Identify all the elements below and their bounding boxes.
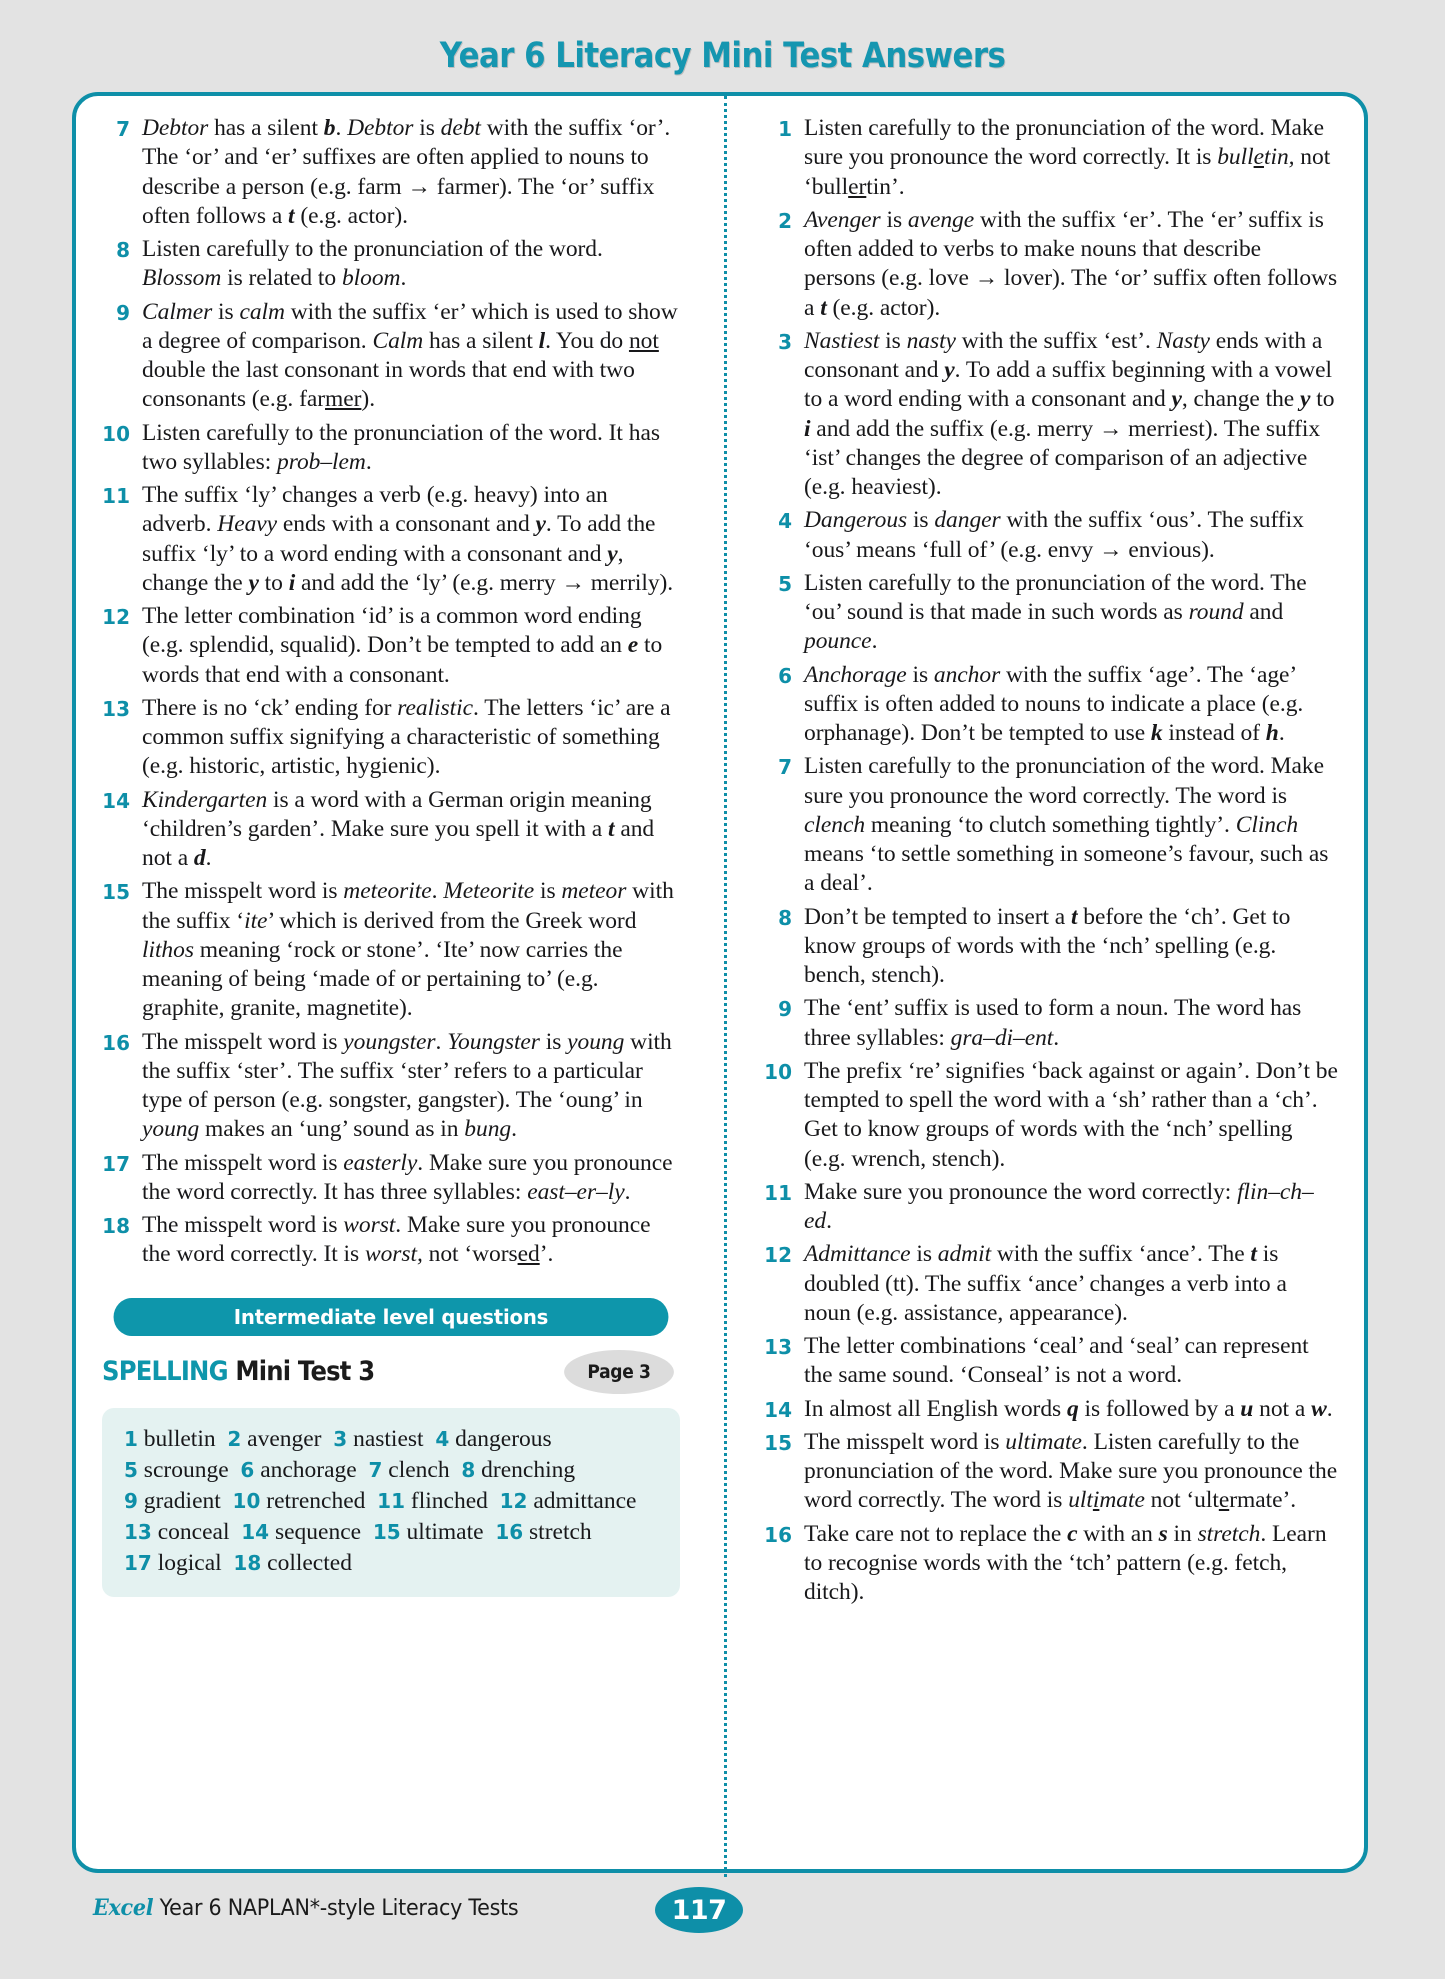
- answer-text: Take care not to replace the c with an s in stretch. Learn to recognise words with the ‘tch’ pattern (e.g. fetch, ditch).: [804, 1520, 1327, 1605]
- answer-number: 17: [102, 1151, 130, 1176]
- word-number: 18: [233, 1550, 262, 1575]
- answer-number: 12: [764, 1243, 792, 1268]
- answer-text: There is no ‘ck’ ending for realistic. The letters ‘ic’ are a common suffix signifying a characteristic of something (e.g. historic, artistic, hygienic).: [142, 694, 671, 780]
- answer-item: [764, 661, 1338, 749]
- word-text: conceal: [151, 1518, 242, 1545]
- answer-number: 6: [778, 663, 792, 688]
- word-number: 16: [495, 1519, 524, 1544]
- word-text: flinched: [405, 1487, 500, 1514]
- answer-number: 2: [778, 208, 792, 233]
- answer-text: Listen carefully to the pronunciation of the word. It has two syllables: prob–lem.: [142, 419, 660, 475]
- answer-item: [764, 1520, 1338, 1608]
- word-number: 3: [333, 1426, 348, 1451]
- word-text: drenching: [475, 1456, 576, 1483]
- answer-number: 12: [102, 605, 130, 629]
- answer-number: 14: [102, 788, 130, 813]
- spelling-word-list: [124, 1424, 662, 1579]
- right-column: [720, 92, 1368, 1873]
- answer-item: [102, 419, 680, 478]
- word-text: bulletin: [137, 1425, 228, 1452]
- answer-item: [764, 327, 1338, 503]
- word-number: 8: [461, 1457, 476, 1482]
- answer-text: The misspelt word is meteorite. Meteorite is meteor with the suffix ‘ite’ which is derived from the Greek word lithos meaning ‘rock or stone’. ‘Ite’ now carries the meaning of being ‘made of or pertaining to’ (e.g. graphite, granite, magnetite).: [142, 878, 674, 1022]
- footer-title: [93, 1895, 518, 1921]
- answer-number: 7: [116, 117, 130, 141]
- answer-number: 15: [764, 1430, 792, 1455]
- word-number: 4: [435, 1426, 450, 1451]
- answer-text: Don’t be tempted to insert a t before the ‘ch’. Get to know groups of words with the ‘nch’ spelling (e.g. bench, stench).: [804, 903, 1291, 988]
- answer-text: Calmer is calm with the suffix ‘er’ which is used to show a degree of comparison. Calm has a silent l. You do not double the last consonant in words that end with two consonants (e.g. farmer).: [142, 298, 678, 413]
- answer-number: 18: [102, 1214, 130, 1238]
- spelling-word-list-box: [102, 1408, 680, 1597]
- page-reference-badge: Page 3: [564, 1350, 674, 1394]
- word-number: 6: [240, 1457, 255, 1482]
- answer-text: Dangerous is danger with the suffix ‘ous’. The suffix ‘ous’ means ‘full of’ (e.g. envy → envious).: [804, 507, 1304, 563]
- section-heading-keyword: SPELLING: [102, 1356, 228, 1387]
- answer-text: The misspelt word is worst. Make sure you pronounce the word correctly. It is worst, not ‘worsed’.: [142, 1212, 651, 1268]
- answer-item: [764, 1240, 1338, 1328]
- answer-number: 13: [102, 696, 130, 721]
- word-text: admittance: [527, 1487, 637, 1514]
- page-footer: [0, 1895, 1445, 1955]
- answer-text: The misspelt word is ultimate. Listen carefully to the pronunciation of the word. Make sure you pronounce the word correctly. The word is ultimate not ‘ultermate’.: [804, 1428, 1338, 1514]
- answer-item: [764, 1428, 1338, 1516]
- answer-text: The suffix ‘ly’ changes a verb (e.g. heavy) into an adverb. Heavy ends with a consonant and y. To add the suffix ‘ly’ to a word ending with a consonant and y, change the y to i and add the ‘ly’ (e.g. merry → merrily).: [142, 482, 674, 596]
- word-list-row: [124, 1486, 662, 1517]
- answer-text: In almost all English words q is followed by a u not a w.: [804, 1395, 1333, 1422]
- word-number: 17: [124, 1550, 152, 1575]
- word-text: dangerous: [449, 1425, 552, 1452]
- section-heading: [102, 1356, 374, 1387]
- right-answer-list: [764, 114, 1338, 1607]
- answer-number: 16: [102, 1030, 130, 1055]
- section-heading-rest: Mini Test 3: [235, 1356, 375, 1387]
- answer-number: 11: [102, 484, 130, 508]
- word-text: gradient: [137, 1487, 233, 1514]
- answer-text: The letter combinations ‘ceal’ and ‘seal’ can represent the same sound. ‘Conseal’ is not a word.: [804, 1333, 1309, 1389]
- answer-item: [764, 206, 1338, 323]
- answer-number: 7: [778, 755, 792, 780]
- answer-number: 4: [778, 509, 792, 534]
- word-number: 11: [377, 1488, 406, 1513]
- answer-text: Make sure you pronounce the word correctly: flin–ch–ed.: [804, 1178, 1314, 1234]
- answers-columns: [72, 92, 1368, 1873]
- word-list-row: [124, 1517, 662, 1548]
- word-number: 5: [124, 1457, 138, 1482]
- answer-text: Listen carefully to the pronunciation of the word. Make sure you pronounce the word correctly. It is bulletin, not ‘bullertin’.: [804, 115, 1331, 200]
- answer-item: [102, 298, 680, 415]
- word-text: stretch: [523, 1518, 592, 1545]
- answer-number: 11: [764, 1180, 792, 1205]
- answer-item: [102, 1211, 680, 1270]
- answer-number: 13: [764, 1335, 792, 1359]
- word-text: clench: [382, 1456, 462, 1483]
- answer-text: Anchorage is anchor with the suffix ‘age’. The ‘age’ suffix is often added to nouns to indicate a place (e.g. orphanage). Don’t be tempted to use k instead of h.: [804, 661, 1304, 746]
- answer-item: [102, 481, 680, 598]
- answer-item: [764, 1332, 1338, 1391]
- answer-item: [102, 114, 680, 231]
- answer-text: Listen carefully to the pronunciation of the word. Blossom is related to bloom.: [142, 236, 603, 292]
- word-text: retrenched: [260, 1487, 378, 1514]
- answer-item: [764, 1057, 1338, 1174]
- answer-item: [102, 694, 680, 782]
- word-number: 13: [124, 1519, 152, 1544]
- answer-text: The ‘ent’ suffix is used to form a noun. The word has three syllables: gra–di–ent.: [804, 995, 1302, 1051]
- answer-text: The letter combination ‘id’ is a common word ending (e.g. splendid, squalid). Don’t be tempted to add an e to words that end with a consonant.: [142, 603, 663, 688]
- answer-item: [102, 1028, 680, 1145]
- left-answer-list: [102, 114, 680, 1270]
- answer-text: Nastiest is nasty with the suffix ‘est’. Nasty ends with a consonant and y. To add a suffix beginning with a vowel to a word ending with a consonant and y, change the y to i and add the suffix (e.g. merry → merriest). The suffix ‘ist’ changes the degree of comparison of an adjective (e.g. heaviest).: [804, 327, 1335, 500]
- word-list-row: [124, 1424, 662, 1455]
- answer-number: 15: [102, 880, 130, 905]
- answer-item: [102, 602, 680, 690]
- answer-item: [102, 1149, 680, 1208]
- word-number: 1: [124, 1426, 138, 1451]
- word-text: avenger: [241, 1425, 334, 1452]
- answer-text: Listen carefully to the pronunciation of the word. Make sure you pronounce the word correctly. The word is clench meaning ‘to clutch something tightly’. Clinch means ‘to settle something in someone’s favour, such as a deal’.: [804, 753, 1329, 897]
- answer-item: [764, 1178, 1338, 1237]
- answer-text: Debtor has a silent b. Debtor is debt with the suffix ‘or’. The ‘or’ and ‘er’ suffixes are often applied to nouns to describe a person (e.g. farm → farmer). The ‘or’ suffix often follows a t (e.g. actor).: [142, 115, 671, 229]
- word-number: 12: [499, 1488, 528, 1513]
- footer-book-title: Year 6 NAPLAN*-style Literacy Tests: [153, 1896, 519, 1921]
- answer-text: The misspelt word is youngster. Youngster is young with the suffix ‘ster’. The suffix ‘ster’ refers to a particular type of person (e.g. songster, gangster). The ‘oung’ in young makes an ‘ung’ sound as in bung.: [142, 1028, 672, 1143]
- answer-number: 8: [116, 238, 130, 262]
- word-number: 7: [368, 1457, 383, 1482]
- answer-number: 9: [116, 300, 130, 325]
- answer-number: 10: [764, 1059, 792, 1084]
- answer-item: [764, 903, 1338, 991]
- word-number: 9: [124, 1488, 138, 1513]
- page-title: Year 6 Literacy Mini Test Answers: [439, 36, 1006, 76]
- answer-number: 1: [778, 117, 792, 141]
- answer-item: [764, 569, 1338, 657]
- word-number: 14: [241, 1519, 270, 1544]
- word-number: 2: [227, 1426, 242, 1451]
- section-heading-row: [102, 1350, 680, 1394]
- answer-text: The misspelt word is easterly. Make sure you pronounce the word correctly. It has three syllables: east–er–ly.: [142, 1149, 673, 1205]
- answer-text: Admittance is admit with the suffix ‘ance’. The t is doubled (tt). The suffix ‘ance’ changes a verb into a noun (e.g. assistance, appearance).: [804, 1241, 1287, 1326]
- answer-number: 14: [764, 1397, 792, 1422]
- answer-item: [764, 1395, 1338, 1424]
- answer-number: 10: [102, 421, 130, 446]
- word-text: logical: [151, 1549, 234, 1576]
- word-number: 10: [232, 1488, 261, 1513]
- word-text: nastiest: [347, 1425, 436, 1452]
- brand-name: Excel: [93, 1895, 154, 1921]
- answer-number: 9: [778, 997, 792, 1022]
- answer-item: [764, 994, 1338, 1053]
- left-column: [72, 92, 720, 1873]
- word-number: 15: [372, 1519, 401, 1544]
- answer-number: 8: [778, 905, 792, 930]
- answer-number: 5: [778, 571, 792, 596]
- page-number-badge: 117: [655, 1887, 743, 1933]
- word-text: sequence: [269, 1518, 373, 1545]
- level-banner: Intermediate level questions: [114, 1298, 669, 1336]
- answer-item: [764, 506, 1338, 565]
- answer-item: [764, 752, 1338, 898]
- word-text: scrounge: [137, 1456, 241, 1483]
- answer-text: Avenger is avenge with the suffix ‘er’. The ‘er’ suffix is often added to verbs to make nouns that describe persons (e.g. love → lover). The ‘or’ suffix often follows a t (e.g. actor).: [804, 206, 1338, 321]
- word-text: anchorage: [254, 1456, 369, 1483]
- word-list-row: [124, 1548, 662, 1579]
- word-text: ultimate: [400, 1518, 496, 1545]
- word-list-row: [124, 1455, 662, 1486]
- answer-number: 3: [778, 329, 792, 354]
- answer-item: [102, 877, 680, 1023]
- word-text: collected: [261, 1549, 352, 1576]
- answer-item: [764, 114, 1338, 202]
- answer-item: [102, 235, 680, 294]
- answer-text: Listen carefully to the pronunciation of the word. The ‘ou’ sound is that made in such words as round and pounce.: [804, 569, 1307, 655]
- answer-number: 16: [764, 1522, 792, 1547]
- answer-text: Kindergarten is a word with a German origin meaning ‘children’s garden’. Make sure you spell it with a t and not a d.: [142, 786, 655, 871]
- answer-item: [102, 786, 680, 874]
- answer-text: The prefix ‘re’ signifies ‘back against or again’. Don’t be tempted to spell the word with a ‘sh’ rather than a ‘ch’. Get to know groups of words with the ‘nch’ spelling (e.g. wrench, stench).: [804, 1057, 1338, 1172]
